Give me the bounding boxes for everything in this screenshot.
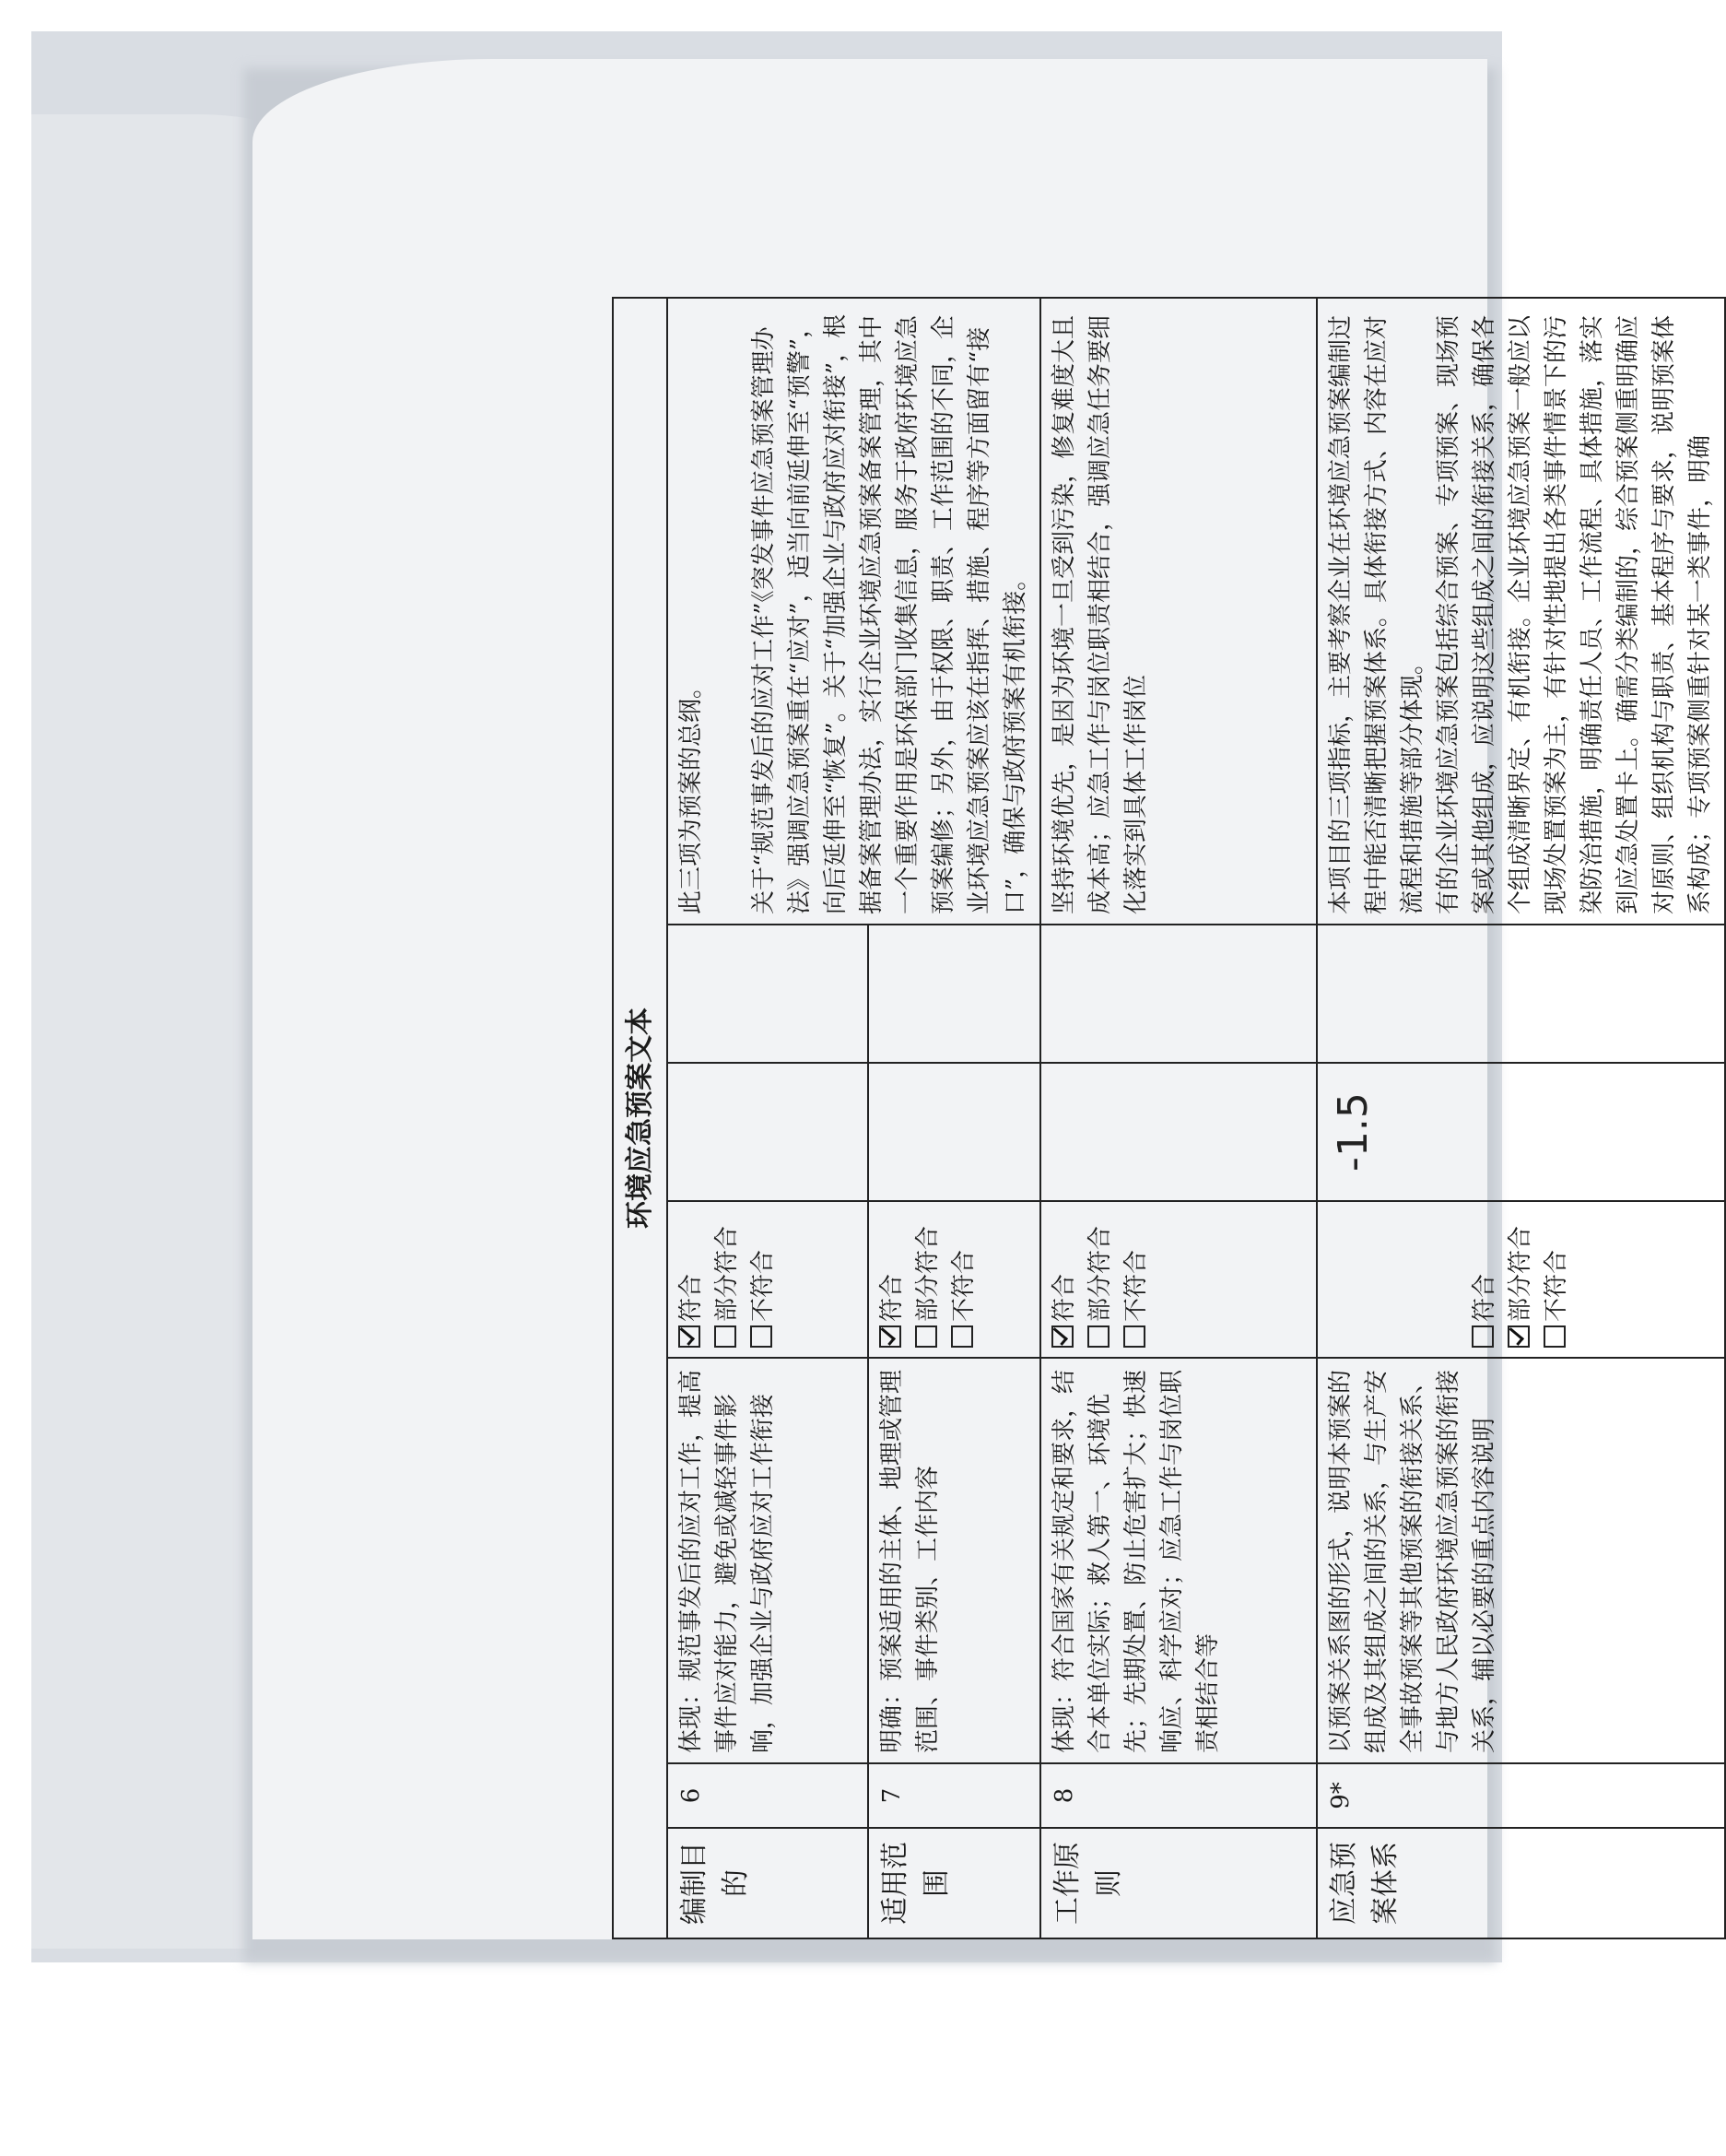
comment-paragraph: 此三项为预案的总纲。 [677, 674, 705, 914]
row-requirement: 体现：符合国家有关规定和要求，结合本单位实际；救人第一、环境优先；先期处置、防止危害扩大；快速响应、科学应对；应急工作与岗位职责相结合等 [1040, 1358, 1317, 1763]
row-note [667, 925, 868, 1063]
checked-box-icon[interactable] [879, 1325, 901, 1348]
row-options [868, 1201, 1040, 1358]
option-conform[interactable]: 符合 [1047, 1211, 1083, 1348]
row-options [667, 1201, 868, 1358]
checked-box-icon[interactable] [1051, 1325, 1074, 1348]
rotated-table-wrapper [612, 299, 1714, 1939]
row-options [1317, 1201, 1725, 1358]
row-comment [1317, 298, 1725, 925]
table-row [1317, 298, 1725, 1938]
checkbox-icon[interactable] [1544, 1325, 1566, 1348]
row-score [1040, 1063, 1317, 1201]
row-category: 工作原则 [1040, 1828, 1317, 1938]
row-score [667, 1063, 868, 1201]
row-note [1317, 925, 1725, 1063]
row-score [868, 1063, 1040, 1201]
evaluation-table [612, 297, 1726, 1939]
row-note [1040, 925, 1317, 1063]
checkbox-icon[interactable] [750, 1325, 772, 1348]
table-row [667, 298, 868, 1938]
option-conform[interactable]: 符合 [875, 1211, 910, 1348]
checkbox-icon[interactable] [714, 1325, 736, 1348]
row-requirement: 明确：预案适用的主体、地理或管理范围、事件类别、工作内容 [868, 1358, 1040, 1763]
option-partial[interactable]: 部分符合 [710, 1211, 746, 1348]
row-score: -1.5 [1317, 1063, 1725, 1201]
row-comment [667, 298, 1040, 925]
row-category: 适用范围 [868, 1828, 1040, 1938]
checkbox-icon[interactable] [951, 1325, 973, 1348]
checkbox-icon[interactable] [915, 1325, 937, 1348]
option-nonconform[interactable]: 不符合 [1119, 1211, 1155, 1348]
option-partial[interactable]: 部分符合 [1503, 1211, 1539, 1348]
option-partial[interactable]: 部分符合 [1083, 1211, 1119, 1348]
option-nonconform[interactable]: 不符合 [746, 1211, 781, 1348]
row-requirement: 以预案关系图的形式，说明本预案的组成及其组成之间的关系，与生产安全事故预案等其他预案的衔接关系、与地方人民政府环境应急预案的衔接关系，辅以必要的重点内容说明 [1317, 1358, 1725, 1763]
row-requirement: 体现：规范事发后的应对工作，提高事件应对能力，避免或减轻事件影响，加强企业与政府应对工作衔接 [667, 1358, 868, 1763]
scanned-photo [31, 31, 1714, 1962]
checkbox-icon[interactable] [1087, 1325, 1110, 1348]
table-row [1040, 298, 1317, 1938]
checked-box-icon[interactable] [1508, 1325, 1530, 1348]
checkbox-icon[interactable] [1123, 1325, 1145, 1348]
checked-box-icon[interactable] [678, 1325, 700, 1348]
row-note [868, 925, 1040, 1063]
row-options [1040, 1201, 1317, 1358]
option-conform[interactable]: 符合 [1467, 1211, 1503, 1348]
row-number: 7 [868, 1763, 1040, 1828]
comment-paragraph: 坚持环境优先，是因为环境一旦受到污染，修复难度大且成本高；应急工作与岗位职责相结合，强调应急任务要细化落实到具体工作岗位 [1051, 314, 1150, 914]
comment-paragraph: 关于“规范事发后的应对工作”《突发事件应急预案管理办法》强调应急预案重在“应对”，适当向前延伸至“预警”，向后延伸至“恢复”。关于“加强企业与政府应对衔接”，根据备案管理办法，实行企业环境应急预案备案管理，其中一个重要作用是环保部门收集信息，服务于政府环境应急预案编修；另外，由于权限、职责、工作范围的不同，企业环境应急预案应该在指挥、措施、程序等方面留有“接口”，确保与政府预案有机衔接。 [750, 313, 1029, 914]
option-partial[interactable]: 部分符合 [910, 1211, 946, 1348]
row-number: 6 [667, 1763, 868, 1828]
checkbox-icon[interactable] [1472, 1325, 1494, 1348]
comment-paragraph: 本项目的三项指标，主要考察企业在环境应急预案编制过程中能否清晰把握预案体系。具体衔接方式、内容在应对流程和措施等部分体现。 [1327, 314, 1427, 914]
option-nonconform[interactable]: 不符合 [946, 1211, 982, 1348]
row-category: 应急预案体系 [1317, 1828, 1725, 1938]
row-number: 8 [1040, 1763, 1317, 1828]
row-category: 编制目的 [667, 1828, 868, 1938]
row-comment [1040, 298, 1317, 925]
document-page [252, 59, 1714, 1939]
row-number: 9* [1317, 1763, 1725, 1828]
table-title: 环境应急预案文本 [613, 298, 667, 1938]
option-nonconform[interactable]: 不符合 [1539, 1211, 1575, 1348]
option-conform[interactable]: 符合 [674, 1211, 710, 1348]
comment-paragraph: 有的企业环境应急预案包括综合预案、专项预案、现场预案或其他组成，应说明这些组成之间的衔接关系，确保各个组成清晰界定、有机衔接。企业环境应急预案一般应以现场处置预案为主，有针对性地提出各类事件情景下的污染防治措施，明确责任人员、工作流程、具体措施，落实到应急处置卡上。确需分类编制的，综合预案侧重明确应对原则、组织机构与职责、基本程序与要求，说明预案体系构成；专项预案侧重针对某一类事件，明确 [1435, 314, 1714, 914]
